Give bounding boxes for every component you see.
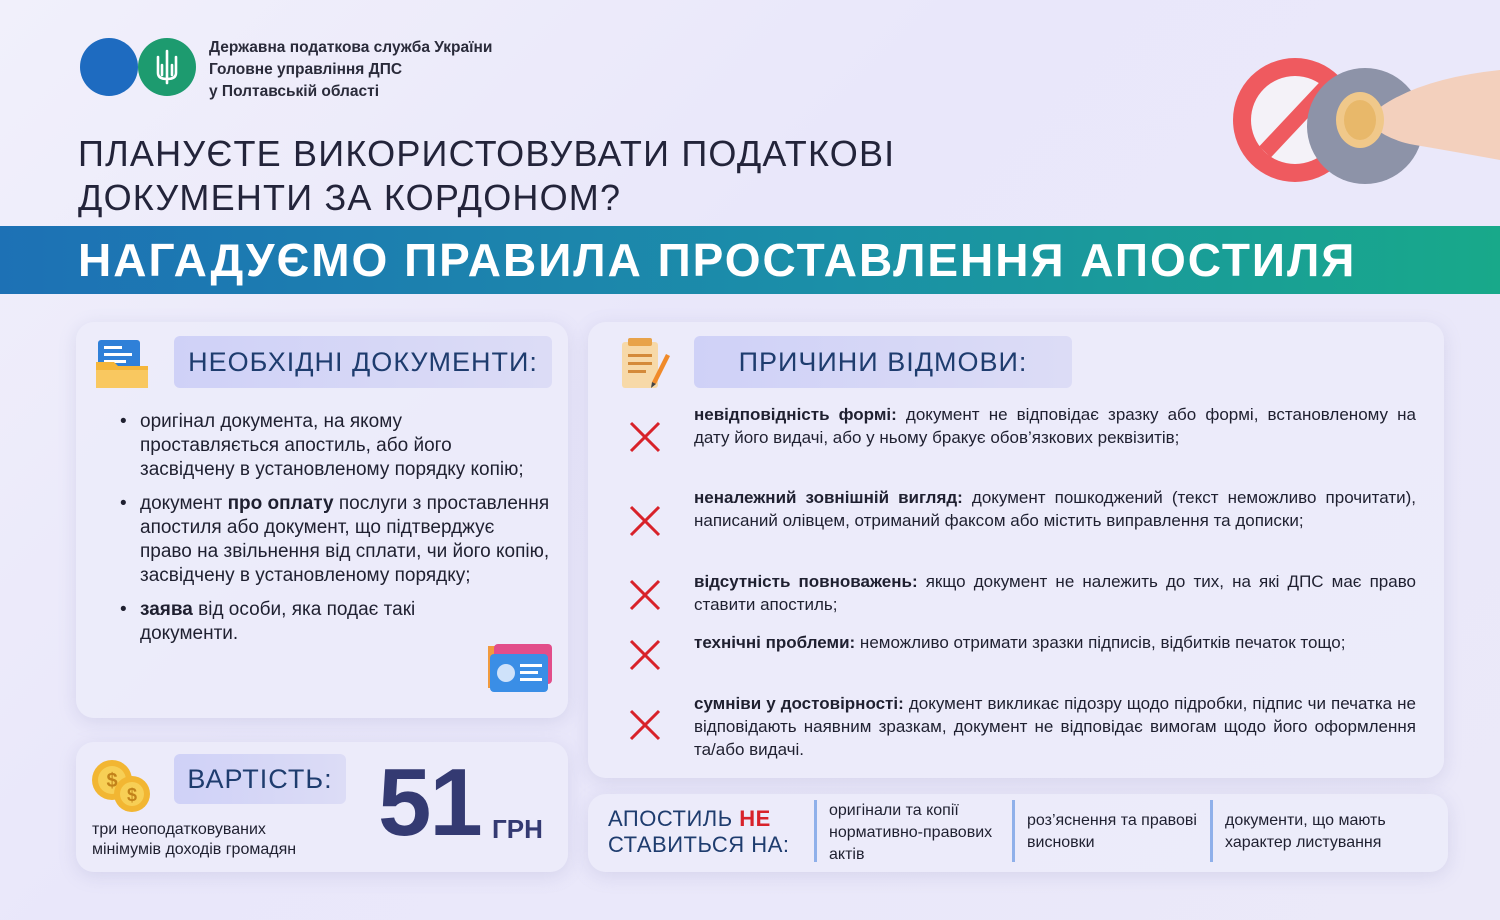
cost-desc-line-1: три неоподатковуваних bbox=[92, 821, 266, 838]
list-item bbox=[120, 598, 460, 646]
not-applied-title bbox=[608, 806, 789, 858]
reason-item bbox=[694, 486, 1416, 532]
not-title-pre: АПОСТИЛЬ bbox=[608, 806, 740, 831]
title-line-1: ПЛАНУЄТЕ ВИКОРИСТОВУВАТИ ПОДАТКОВІ bbox=[78, 133, 896, 174]
no-coin-illustration bbox=[1215, 40, 1500, 190]
cross-icon bbox=[628, 504, 662, 538]
documents-list bbox=[120, 410, 550, 656]
reason-text: якщо документ не належить до тих, на які ДПС має право ставити апостиль; bbox=[694, 572, 1416, 614]
cost-desc-line-2: мінімумів доходів громадян bbox=[92, 841, 297, 858]
banner bbox=[0, 226, 1500, 294]
title-line-2: ДОКУМЕНТИ ЗА КОРДОНОМ? bbox=[78, 177, 622, 218]
cross-icon bbox=[628, 638, 662, 672]
notepad-pencil-icon bbox=[618, 336, 670, 392]
reason-text: неможливо отримати зразки підписів, відбитків печаток тощо; bbox=[855, 633, 1346, 652]
reason-text: документ не відповідає зразку або формі, встановленому на дату його видачі, або у ньому бракує обов’язкових реквізитів; bbox=[694, 405, 1416, 447]
svg-text:$: $ bbox=[106, 770, 118, 792]
cost-unit: ГРН bbox=[492, 814, 543, 844]
folder-documents-icon bbox=[92, 336, 152, 392]
reason-item bbox=[694, 631, 1416, 654]
list-item bbox=[120, 492, 550, 588]
coins-icon bbox=[90, 756, 156, 816]
not-applied-item: роз’яснення та правові висновки bbox=[1012, 800, 1202, 862]
trident-icon bbox=[152, 49, 182, 85]
item-bold: про оплату bbox=[227, 493, 334, 514]
required-documents-card bbox=[76, 322, 568, 718]
svg-text:$: $ bbox=[126, 785, 138, 805]
cross-icon bbox=[628, 578, 662, 612]
item-text: послуги з проставлення апостиля або документ, що підтверджує право на звільнення від сплати, чи його копію, засвідчену в установленому порядку; bbox=[140, 493, 550, 586]
not-title-negation: НЕ bbox=[739, 806, 771, 831]
cost-amount: 51 bbox=[378, 749, 481, 856]
item-text: оригінал документа, на якому проставляється апостиль, або його засвідчену в установленому порядку копію; bbox=[140, 411, 524, 480]
dps-logo-blue bbox=[80, 38, 138, 96]
documents-heading: НЕОБХІДНІ ДОКУМЕНТИ: bbox=[174, 336, 552, 388]
org-line-1: Державна податкова служба України bbox=[209, 39, 493, 56]
reason-title: неналежний зовнішній вигляд: bbox=[694, 488, 963, 507]
not-applied-item: оригінали та копії нормативно-правових актів bbox=[814, 800, 1000, 862]
reasons-heading: ПРИЧИНИ ВІДМОВИ: bbox=[694, 336, 1072, 388]
item-text: документ bbox=[140, 493, 228, 514]
reason-text: документ пошкоджений (текст неможливо прочитати), написаний олівцем, отриманий факсом або містить виправлення та дописки; bbox=[694, 488, 1416, 530]
cost-card bbox=[76, 742, 568, 872]
reason-text: документ викликає підозру щодо підробки, підпис чи печатка не відповідають наявним зразкам, документ не відповідає вимогам щодо його оформлення та/або видачі. bbox=[694, 694, 1416, 759]
trident-logo bbox=[138, 38, 196, 96]
reason-item bbox=[694, 403, 1416, 449]
organization-name bbox=[209, 37, 492, 103]
page-title bbox=[78, 132, 895, 220]
item-bold: заява bbox=[140, 599, 193, 620]
reason-title: сумніви у достовірності: bbox=[694, 694, 904, 713]
org-line-3: у Полтавській області bbox=[209, 83, 380, 100]
refusal-reasons-card bbox=[588, 322, 1444, 778]
apostille-not-applied-card bbox=[588, 794, 1448, 872]
not-applied-item: документи, що мають характер листування bbox=[1210, 800, 1440, 862]
cross-icon bbox=[628, 420, 662, 454]
banner-text: НАГАДУЄМО ПРАВИЛА ПРОСТАВЛЕННЯ АПОСТИЛЯ bbox=[78, 234, 1357, 286]
reason-title: технічні проблеми: bbox=[694, 633, 856, 652]
reason-title: відсутність повноважень: bbox=[694, 572, 918, 591]
logos bbox=[80, 38, 196, 96]
reason-title: невідповідність формі: bbox=[694, 405, 897, 424]
cost-description bbox=[92, 820, 296, 860]
id-card-folder-icon bbox=[486, 640, 554, 694]
list-item bbox=[120, 410, 530, 482]
not-title-post: СТАВИТЬСЯ НА: bbox=[608, 832, 790, 857]
reason-item bbox=[694, 570, 1416, 616]
cost-heading: ВАРТІСТЬ: bbox=[174, 754, 346, 804]
cross-icon bbox=[628, 708, 662, 742]
org-line-2: Головне управління ДПС bbox=[209, 61, 403, 78]
reason-item bbox=[694, 692, 1416, 761]
item-text: від особи, яка подає такі документи. bbox=[140, 599, 416, 644]
